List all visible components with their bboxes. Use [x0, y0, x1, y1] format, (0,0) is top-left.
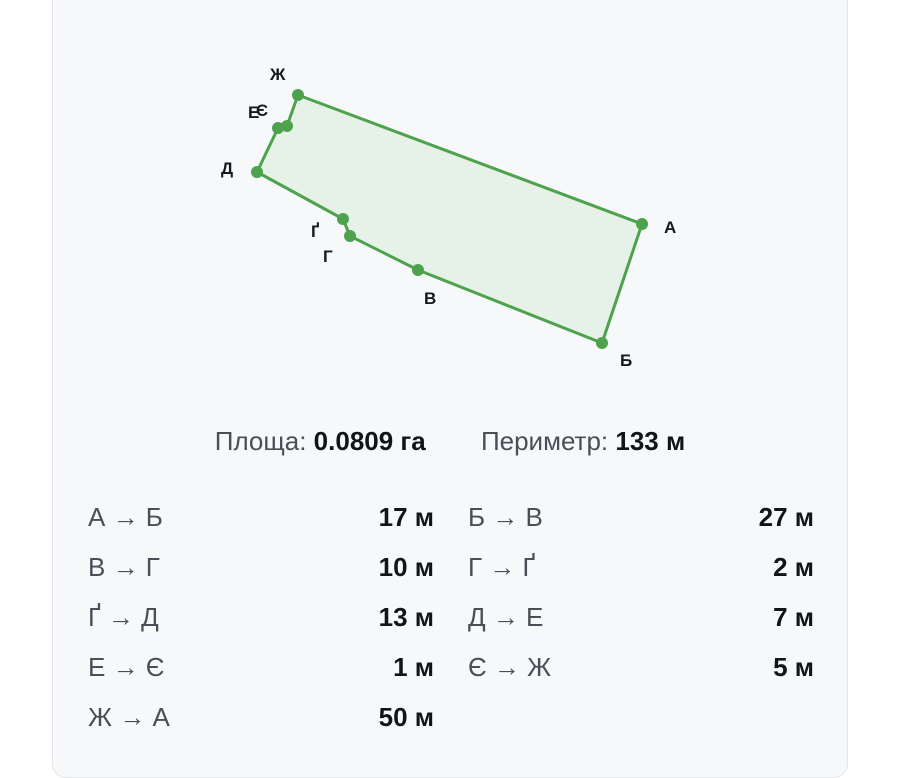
segment-row	[88, 492, 818, 542]
vertex-point-d	[251, 166, 263, 178]
segment-length: 27 м	[758, 501, 814, 532]
vertex-label-a: А	[664, 218, 677, 237]
segment-name: Ґ → Д	[88, 601, 159, 632]
segment-name: Д → Е	[468, 601, 544, 632]
segment-item	[88, 652, 434, 683]
vertex-label-v: В	[424, 289, 437, 308]
vertex-label-ye: Є	[256, 101, 269, 120]
segment-item	[468, 552, 814, 583]
segment-length: 50 м	[378, 701, 434, 732]
vertex-point-ye	[281, 120, 293, 132]
perimeter-stat	[481, 426, 685, 457]
segment-length: 7 м	[773, 601, 814, 632]
vertex-point-zh	[292, 89, 304, 101]
segment-row	[88, 542, 818, 592]
segment-length: 1 м	[393, 651, 434, 682]
segment-length: 2 м	[773, 551, 814, 582]
segment-name: В → Г	[88, 551, 160, 582]
vertex-point-h	[344, 230, 356, 242]
segment-item	[468, 502, 814, 533]
segment-item	[468, 602, 814, 633]
area-stat	[215, 426, 426, 457]
vertex-point-b	[596, 337, 608, 349]
segment-row	[88, 592, 818, 642]
segment-row	[88, 692, 818, 742]
perimeter-label: Периметр:	[480, 426, 609, 456]
segment-list	[88, 492, 818, 742]
segment-item	[88, 502, 434, 533]
area-value: 0.0809 га	[313, 426, 426, 456]
vertex-point-v	[412, 264, 424, 276]
plot-polygon	[257, 95, 642, 343]
segment-name: Є → Ж	[468, 651, 552, 682]
segment-length: 17 м	[378, 501, 434, 532]
segment-name: Е → Є	[88, 651, 165, 682]
segment-name: А → Б	[88, 501, 163, 532]
plot-stats	[0, 426, 900, 457]
vertex-point-a	[636, 218, 648, 230]
vertex-label-g: Ґ	[311, 222, 320, 241]
area-label: Площа:	[214, 426, 307, 456]
segment-item	[88, 552, 434, 583]
segment-item	[88, 702, 434, 733]
vertex-label-e: Е	[248, 103, 260, 122]
segment-name: Б → В	[468, 501, 543, 532]
perimeter-value: 133 м	[615, 426, 686, 456]
vertex-label-d: Д	[221, 159, 234, 178]
vertex-label-b: Б	[620, 351, 633, 370]
segment-length: 13 м	[378, 601, 434, 632]
segment-item	[88, 602, 434, 633]
segment-name: Ж → А	[88, 701, 170, 732]
vertex-label-zh: Ж	[270, 65, 286, 84]
segment-row	[88, 642, 818, 692]
vertex-point-g	[337, 213, 349, 225]
segment-length: 5 м	[773, 651, 814, 682]
vertex-label-h: Г	[323, 247, 333, 266]
segment-name: Г → Ґ	[468, 551, 536, 582]
segment-length: 10 м	[378, 551, 434, 582]
segment-item	[468, 652, 814, 683]
